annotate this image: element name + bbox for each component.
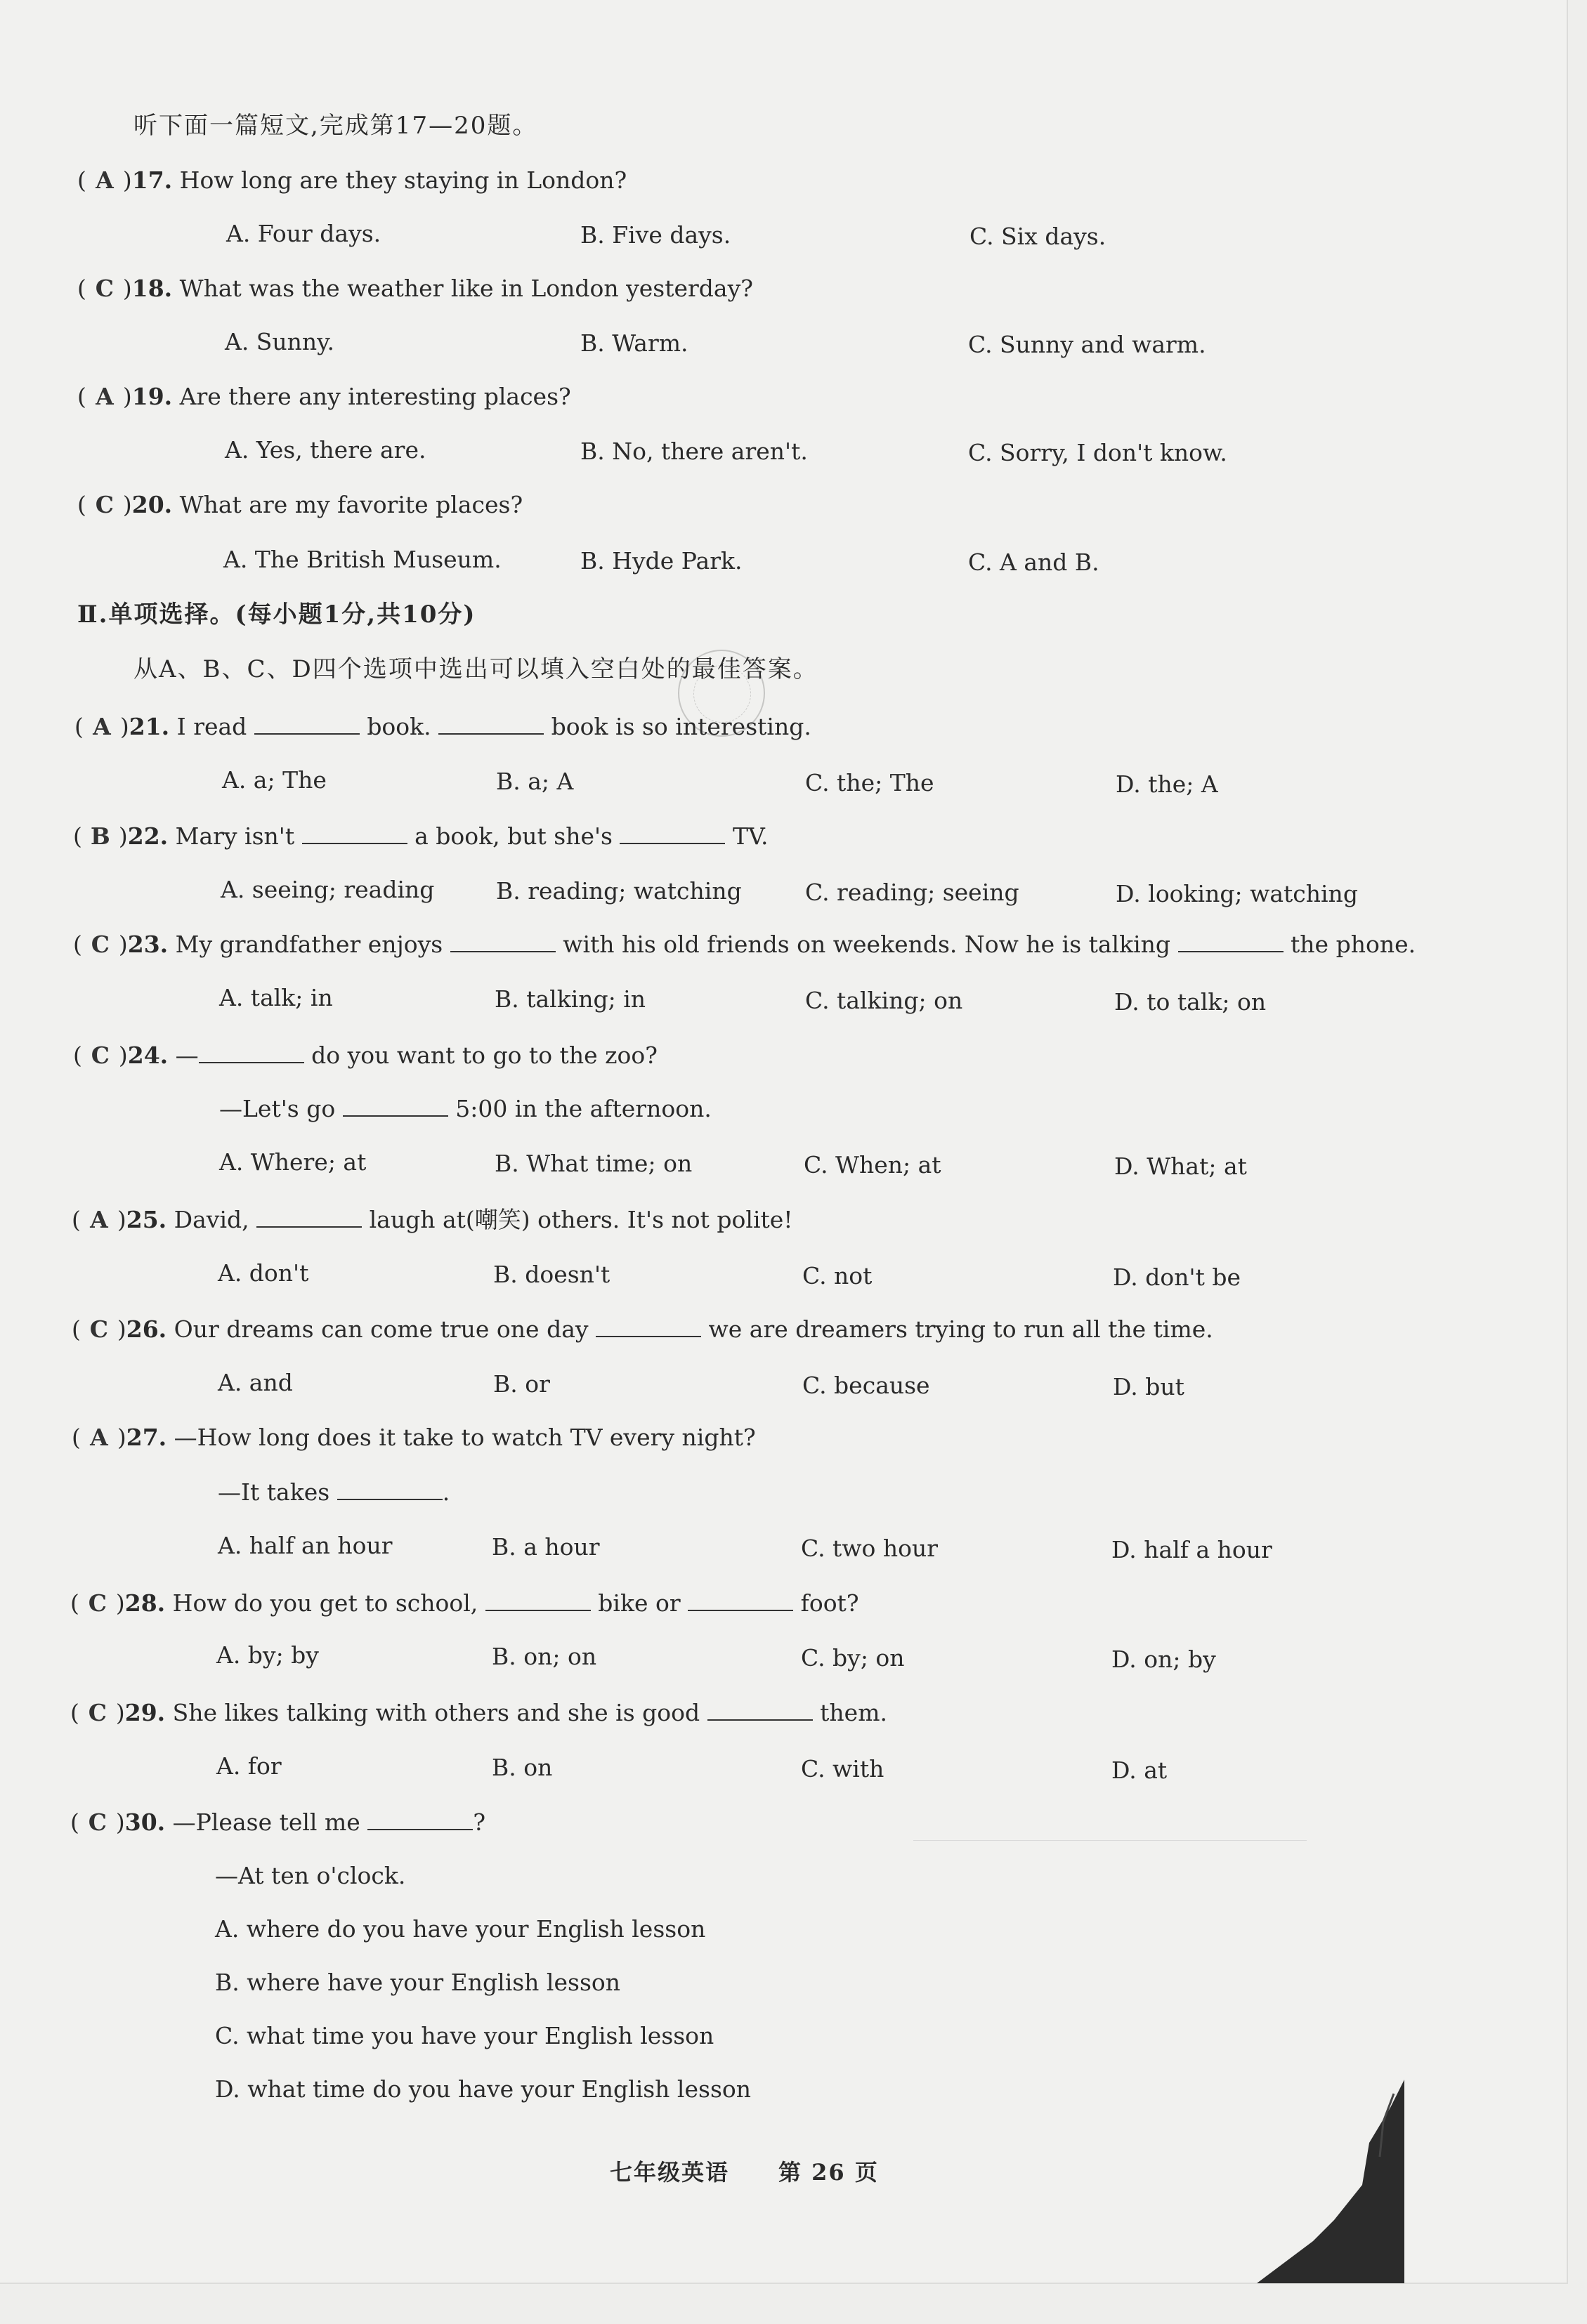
question-20: ( C )20. What are my favorite places? xyxy=(77,491,523,518)
blank xyxy=(596,1316,701,1337)
answer-25: A xyxy=(90,1206,108,1233)
question-24: ( C )24. — do you want to go to the zoo? xyxy=(73,1042,658,1069)
section2-instruction: 从A、B、C、D四个选项中选出可以填入空白处的最佳答案。 xyxy=(133,655,818,683)
option-23-b: B. talking; in xyxy=(495,985,646,1013)
option-30-b: B. where have your English lesson xyxy=(215,1969,621,1996)
option-27-a: A. half an hour xyxy=(218,1532,393,1559)
option-22-d: D. looking; watching xyxy=(1116,880,1358,907)
option-24-a: A. Where; at xyxy=(219,1148,367,1176)
option-17-b: B. Five days. xyxy=(580,221,731,249)
blank xyxy=(1178,931,1284,952)
option-19-c: C. Sorry, I don't know. xyxy=(968,439,1227,466)
option-22-a: A. seeing; reading xyxy=(221,876,435,903)
answer-19: A xyxy=(96,383,114,410)
blank xyxy=(485,1590,591,1611)
answer-17: A xyxy=(96,166,114,194)
option-24-b: B. What time; on xyxy=(495,1150,693,1177)
question-24-line2: —Let's go 5:00 in the afternoon. xyxy=(219,1095,712,1122)
option-22-b: B. reading; watching xyxy=(496,877,742,905)
option-29-d: D. at xyxy=(1111,1757,1168,1784)
option-17-a: A. Four days. xyxy=(226,220,381,247)
question-17: ( A )17. How long are they staying in London? xyxy=(77,166,627,194)
option-28-a: A. by; by xyxy=(216,1641,319,1669)
answer-29: C xyxy=(88,1699,107,1726)
option-28-d: D. on; by xyxy=(1111,1646,1216,1673)
section2-title: Ⅱ.单项选择。(每小题1分,共10分) xyxy=(77,600,476,629)
option-23-a: A. talk; in xyxy=(219,984,333,1011)
option-21-b: B. a; A xyxy=(496,768,574,795)
option-23-d: D. to talk; on xyxy=(1114,988,1267,1016)
option-25-b: B. doesn't xyxy=(493,1261,610,1288)
question-27-line2: —It takes . xyxy=(218,1478,450,1506)
question-21: ( A )21. I read book. book is so interesting. xyxy=(74,713,811,740)
section1-instruction: 听下面一篇短文,完成第17—20题。 xyxy=(133,112,538,140)
option-17-c: C. Six days. xyxy=(969,223,1106,250)
option-25-a: A. don't xyxy=(218,1259,309,1287)
option-20-b: B. Hyde Park. xyxy=(580,547,743,575)
answer-22: B xyxy=(90,822,110,850)
option-23-c: C. talking; on xyxy=(805,987,963,1014)
option-20-a: A. The British Museum. xyxy=(223,546,502,573)
option-26-d: D. but xyxy=(1113,1373,1184,1400)
option-25-c: C. not xyxy=(802,1262,873,1289)
option-26-c: C. because xyxy=(802,1372,930,1399)
option-24-d: D. What; at xyxy=(1114,1153,1247,1180)
blank xyxy=(367,1809,473,1830)
option-27-c: C. two hour xyxy=(801,1535,939,1562)
answer-30: C xyxy=(88,1808,107,1836)
question-26: ( C )26. Our dreams can come true one day we are dreamers trying to run all the time. xyxy=(72,1315,1213,1343)
question-29: ( C )29. She likes talking with others and she is good them. xyxy=(70,1699,887,1726)
answer-24: C xyxy=(91,1042,110,1069)
option-27-b: B. a hour xyxy=(492,1533,600,1561)
blank xyxy=(337,1479,443,1500)
blank xyxy=(620,823,725,844)
bleed-through-line xyxy=(913,1840,1307,1841)
answer-28: C xyxy=(88,1589,107,1617)
question-23: ( C )23. My grandfather enjoys with his old friends on weekends. Now he is talking the phone. xyxy=(73,931,1416,958)
torn-corner-shadow xyxy=(1229,2080,1404,2283)
blank xyxy=(438,714,544,735)
footer-page: 第 26 页 xyxy=(778,2159,879,2186)
answer-21: A xyxy=(93,713,111,740)
option-30-c: C. what time you have your English lesson xyxy=(215,2022,714,2049)
option-30-d: D. what time do you have your English lesson xyxy=(215,2075,751,2103)
blank xyxy=(688,1590,793,1611)
blank xyxy=(343,1096,448,1117)
question-27: ( A )27. —How long does it take to watch TV every night? xyxy=(72,1424,756,1451)
option-26-a: A. and xyxy=(218,1369,293,1396)
option-27-d: D. half a hour xyxy=(1111,1536,1272,1563)
option-26-b: B. or xyxy=(493,1370,550,1398)
option-18-c: C. Sunny and warm. xyxy=(968,331,1206,358)
option-24-c: C. When; at xyxy=(804,1151,941,1179)
blank xyxy=(302,823,407,844)
page-footer xyxy=(610,2155,928,2187)
blank xyxy=(199,1042,304,1063)
footer-subject: 七年级英语 xyxy=(610,2159,730,2186)
answer-23: C xyxy=(91,931,110,958)
option-18-b: B. Warm. xyxy=(580,329,688,357)
question-28: ( C )28. How do you get to school, bike or foot? xyxy=(70,1589,859,1617)
option-19-b: B. No, there aren't. xyxy=(580,438,808,465)
option-20-c: C. A and B. xyxy=(968,549,1099,576)
option-25-d: D. don't be xyxy=(1113,1263,1241,1291)
option-21-d: D. the; A xyxy=(1116,770,1218,798)
option-21-c: C. the; The xyxy=(805,769,934,796)
option-18-a: A. Sunny. xyxy=(225,328,334,355)
option-28-b: B. on; on xyxy=(492,1643,597,1670)
option-19-a: A. Yes, there are. xyxy=(225,436,426,464)
blank xyxy=(254,714,360,735)
option-29-c: C. with xyxy=(801,1755,884,1783)
blank xyxy=(256,1207,362,1228)
option-29-a: A. for xyxy=(216,1752,282,1780)
answer-18: C xyxy=(95,275,114,302)
question-22: ( B )22. Mary isn't a book, but she's TV. xyxy=(73,822,769,850)
option-28-c: C. by; on xyxy=(801,1644,905,1672)
question-30: ( C )30. —Please tell me ? xyxy=(70,1808,486,1836)
question-19: ( A )19. Are there any interesting places? xyxy=(77,383,571,410)
blank xyxy=(707,1700,813,1721)
blank xyxy=(450,931,556,952)
option-30-a: A. where do you have your English lesson xyxy=(215,1915,706,1943)
question-18: ( C )18. What was the weather like in London yesterday? xyxy=(77,275,753,302)
question-30-line2: —At ten o'clock. xyxy=(215,1862,406,1889)
answer-27: A xyxy=(90,1424,108,1451)
option-22-c: C. reading; seeing xyxy=(805,879,1019,906)
answer-26: C xyxy=(89,1315,108,1343)
option-21-a: A. a; The xyxy=(222,766,327,794)
answer-20: C xyxy=(95,491,114,518)
option-29-b: B. on xyxy=(492,1754,553,1781)
question-25: ( A )25. David, laugh at(嘲笑) others. It's not polite! xyxy=(72,1206,793,1233)
